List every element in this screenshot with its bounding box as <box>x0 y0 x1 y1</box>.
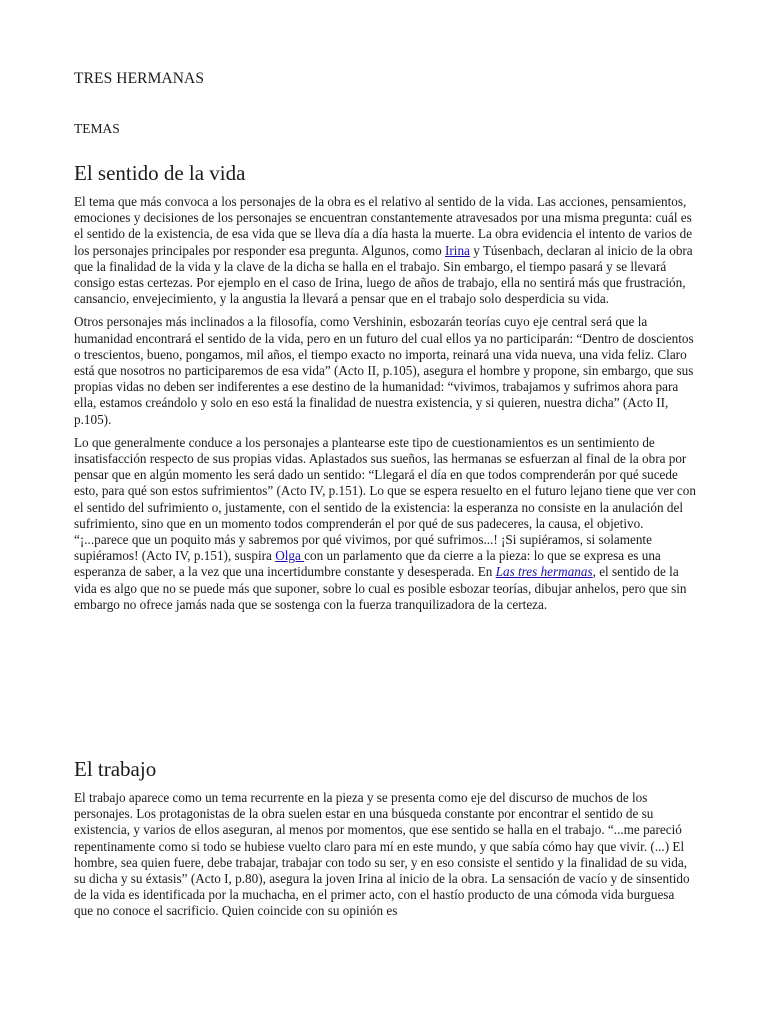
document-title: TRES HERMANAS <box>74 70 205 87</box>
paragraph-text: y Túsenbach, declaran al inicio de la obra que la finalidad de la vida y la clave de la dicha se halla en el trabajo. Sin embargo, el tiempo pasará y se llevará consigo estas certezas. Por ejemplo en el caso de Irina, luego de años de trabajo, ella no sentirá más que frustración, cansancio, envejecimiento, y la angustia la llevará a pensar que en el trabajo solo desperdicia su vida. <box>74 242 693 307</box>
paragraph-text: Lo que generalmente conduce a los personajes a plantearse este tipo de cuestionamientos es un sentimiento de insatisfacción respecto de sus propias vidas. Aplastados sus sueños, las hermanas se esfuerzan al final de la obra por pensar que en algún momento les será dado un sentido: “Llegará el día en que todos comprenderán por qué sucede esto, para qué son estos sufrimientos” (Acto IV, p.151). Lo que se espera resuelto en el futuro lejano tiene que ver con el sentido del sufrimiento o, justamente, con el sentido de la existencia: la esperanza no consiste en la anulación del sufrimiento, sino que en un momento todos comprenderán el por qué de sus padeceres, la causa, el objetivo. “¡...parece que un poquito más y sabremos por qué vivimos, por qué sufrimos...! ¡Si supiéramos, si solamente supiéramos! (Acto IV, p.151), suspira <box>74 434 696 564</box>
link-olga[interactable]: Olga <box>275 548 305 564</box>
section-sentido-de-la-vida <box>74 160 696 620</box>
paragraph-text: El tema que más convoca a los personajes de la obra es el relativo al sentido de la vida. Las acciones, pensamientos, emociones y decisiones de los personajes se encuentran constantemente atravesados por una misma pregunta: cuál es el sentido de la existencia, de esa vida que se lleva día a día hasta la muerte. La obra evidencia el intento de varios de los personajes principales por responder esa pregunta. Algunos, como <box>74 194 693 258</box>
paragraph <box>74 194 696 307</box>
section-heading: El sentido de la vida <box>74 161 246 185</box>
paragraph: El trabajo aparece como un tema recurrente en la pieza y se presenta como eje del discurso de muchos de los personajes. Los protagonistas de la obra suelen estar en una búsqueda constante por encontrar el sentido de su existencia, y varios de ellos aseguran, al menos por momentos, que ese sentido se halla en el trabajo. “...me pareció repentinamente como si todo se hubiese vuelto claro para mí en este mundo, y que sabía cómo hay que vivir. (...) El hombre, sea quien fuere, debe trabajar, trabajar con todo su ser, y en eso consiste el sentido y la finalidad de su vida, su dicha y su éxtasis” (Acto I, p.80), asegura la joven Irina al inicio de la obra. La sensación de vacío y de sinsentido de la vida es identificada por la muchacha, en el primer acto, con el hastío producto de una cómoda vida burguesa que no conoce el sacrificio. Quien coincide con su opinión es <box>74 790 690 919</box>
document-subtitle: TEMAS <box>74 121 120 136</box>
link-irina[interactable]: Irina <box>445 242 470 258</box>
section-el-trabajo <box>74 756 696 927</box>
paragraph-text: con un parlamento que da cierre a la pieza: lo que se expresa es una esperanza de saber, a la vez que una incertidumbre constante y desesperada. En <box>74 548 661 580</box>
paragraph-text: , el sentido de la vida es algo que no se puede más que suponer, sobre lo cual es posible esbozar teorías, dibujar anhelos, pero que sin embargo no ofrece jamás nada que se sostenga con la fuerza tranquilizadora de la certeza. <box>74 564 687 612</box>
paragraph <box>74 435 696 613</box>
paragraph: Otros personajes más inclinados a la filosofía, como Vershinin, esbozarán teorías cuyo eje central será que la humanidad encontrará el sentido de la vida, pero en un futuro del cual ellos ya no participarán: “Dentro de doscientos o trescientos, bueno, pongamos, mil años, el tiempo exacto no importa, reinará una vida nueva, una vida feliz. Claro está que nosotros no participaremos de esa vida” (Acto II, p.105), asegura el hombre y propone, sin embargo, que sus propias vidas no deben ser indiferentes a ese destino de la humanidad: “vivimos, trabajamos y sufrimos ahora para ella, estamos creándolo y solo en eso está la finalidad de nuestra existencia, y si quieren, nuestra dicha” (Acto II, p.105). <box>74 314 694 427</box>
section-heading: El trabajo <box>74 757 157 781</box>
link-las-tres-hermanas[interactable]: Las tres hermanas <box>495 564 593 580</box>
